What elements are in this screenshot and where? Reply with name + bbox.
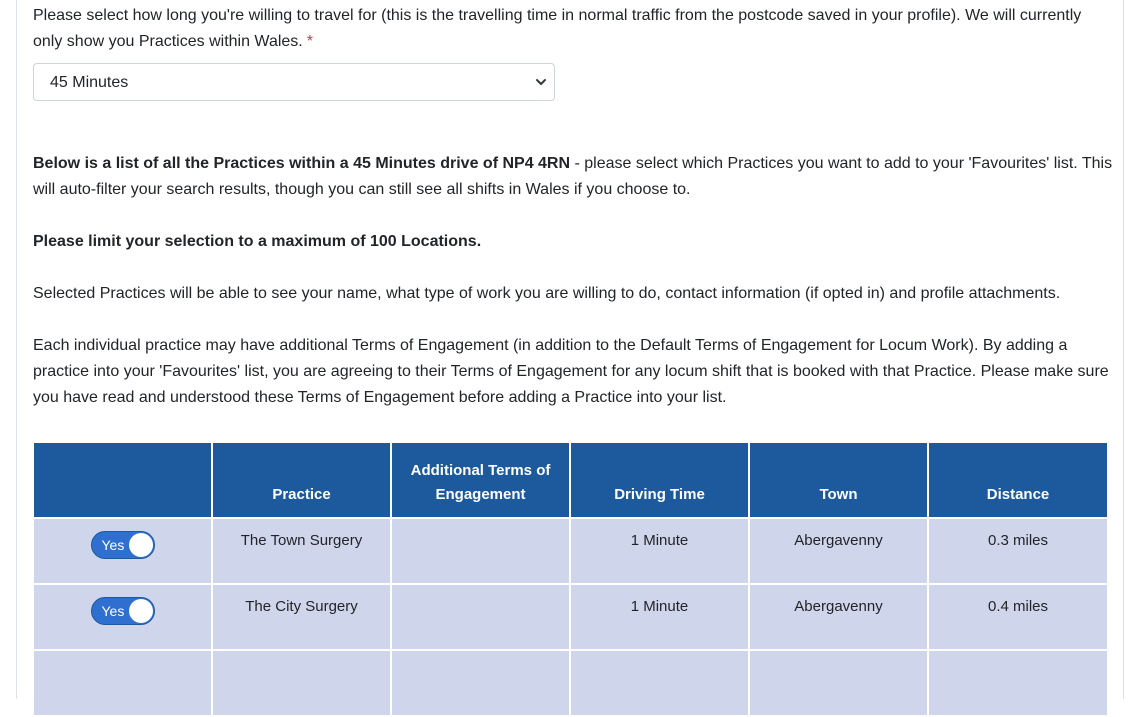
driving-time-cell: 1 Minute [570, 518, 749, 584]
terms-cell [391, 650, 570, 716]
travel-time-value: 45 Minutes [50, 74, 129, 91]
required-asterisk: * [306, 33, 313, 50]
table-header-row [34, 443, 1107, 518]
toggle-label: Yes [101, 537, 125, 553]
distance-cell: 0.4 miles [928, 584, 1107, 650]
toggle-knob [129, 533, 153, 557]
toggle-cell [34, 650, 212, 716]
visibility-note: Selected Practices will be able to see your name, what type of work you are willing to do, contact information (if opted in) and profile attachments. [33, 285, 1061, 302]
town-cell: Abergavenny [749, 518, 928, 584]
travel-time-select[interactable] [33, 63, 555, 101]
list-intro-bold: Below is a list of all the Practices within a 45 Minutes drive of NP4 4RN [33, 155, 571, 172]
header-town: Town [749, 443, 928, 518]
toggle-cell [34, 584, 212, 650]
favourite-toggle[interactable] [91, 597, 155, 625]
practice-cell [212, 650, 391, 716]
terms-cell [391, 518, 570, 584]
practices-table [34, 443, 1107, 717]
visibility-note-block [33, 281, 1123, 307]
header-distance: Distance [928, 443, 1107, 518]
terms-cell [391, 584, 570, 650]
terms-note: Each individual practice may have additional Terms of Engagement (in addition to the Default Terms of Engagement for Locum Work). By adding a practice into your 'Favourites' list, you are agreeing to their Terms of Engagement for any locum shift that is booked with that Practice. Please make sure you have read and understood these Terms of Engagement before adding a Practice into your list. [33, 337, 1109, 406]
terms-note-block [33, 333, 1123, 411]
travel-prompt-block [33, 3, 1093, 55]
page-container [16, 0, 1124, 699]
table-row [34, 650, 1107, 716]
town-cell [749, 650, 928, 716]
header-driving-time: Driving Time [570, 443, 749, 518]
limit-note-block [33, 229, 481, 255]
toggle-cell [34, 518, 212, 584]
driving-time-cell: 1 Minute [570, 584, 749, 650]
distance-cell: 0.3 miles [928, 518, 1107, 584]
driving-time-cell [570, 650, 749, 716]
list-intro-text: - please select which Practices you want to add to your 'Favourites' list. This will auto-filter your search results, though you can still see all shifts in Wales if you choose to. [33, 155, 1113, 198]
distance-cell [928, 650, 1107, 716]
favourite-toggle[interactable] [91, 531, 155, 559]
table-row [34, 584, 1107, 650]
chevron-down-icon [534, 75, 548, 89]
header-toggle [34, 443, 212, 518]
table-row [34, 518, 1107, 584]
practice-cell: The City Surgery [212, 584, 391, 650]
toggle-label: Yes [101, 603, 125, 619]
header-additional-terms: Additional Terms of Engagement [391, 443, 570, 518]
town-cell: Abergavenny [749, 584, 928, 650]
practice-cell: The Town Surgery [212, 518, 391, 584]
travel-prompt: Please select how long you're willing to travel for (this is the travelling time in normal traffic from the postcode saved in your profile). We will currently only show you Practices within Wales. [33, 7, 1082, 50]
toggle-knob [129, 599, 153, 623]
list-intro-block [33, 151, 1113, 203]
limit-note: Please limit your selection to a maximum of 100 Locations. [33, 233, 482, 250]
header-practice: Practice [212, 443, 391, 518]
